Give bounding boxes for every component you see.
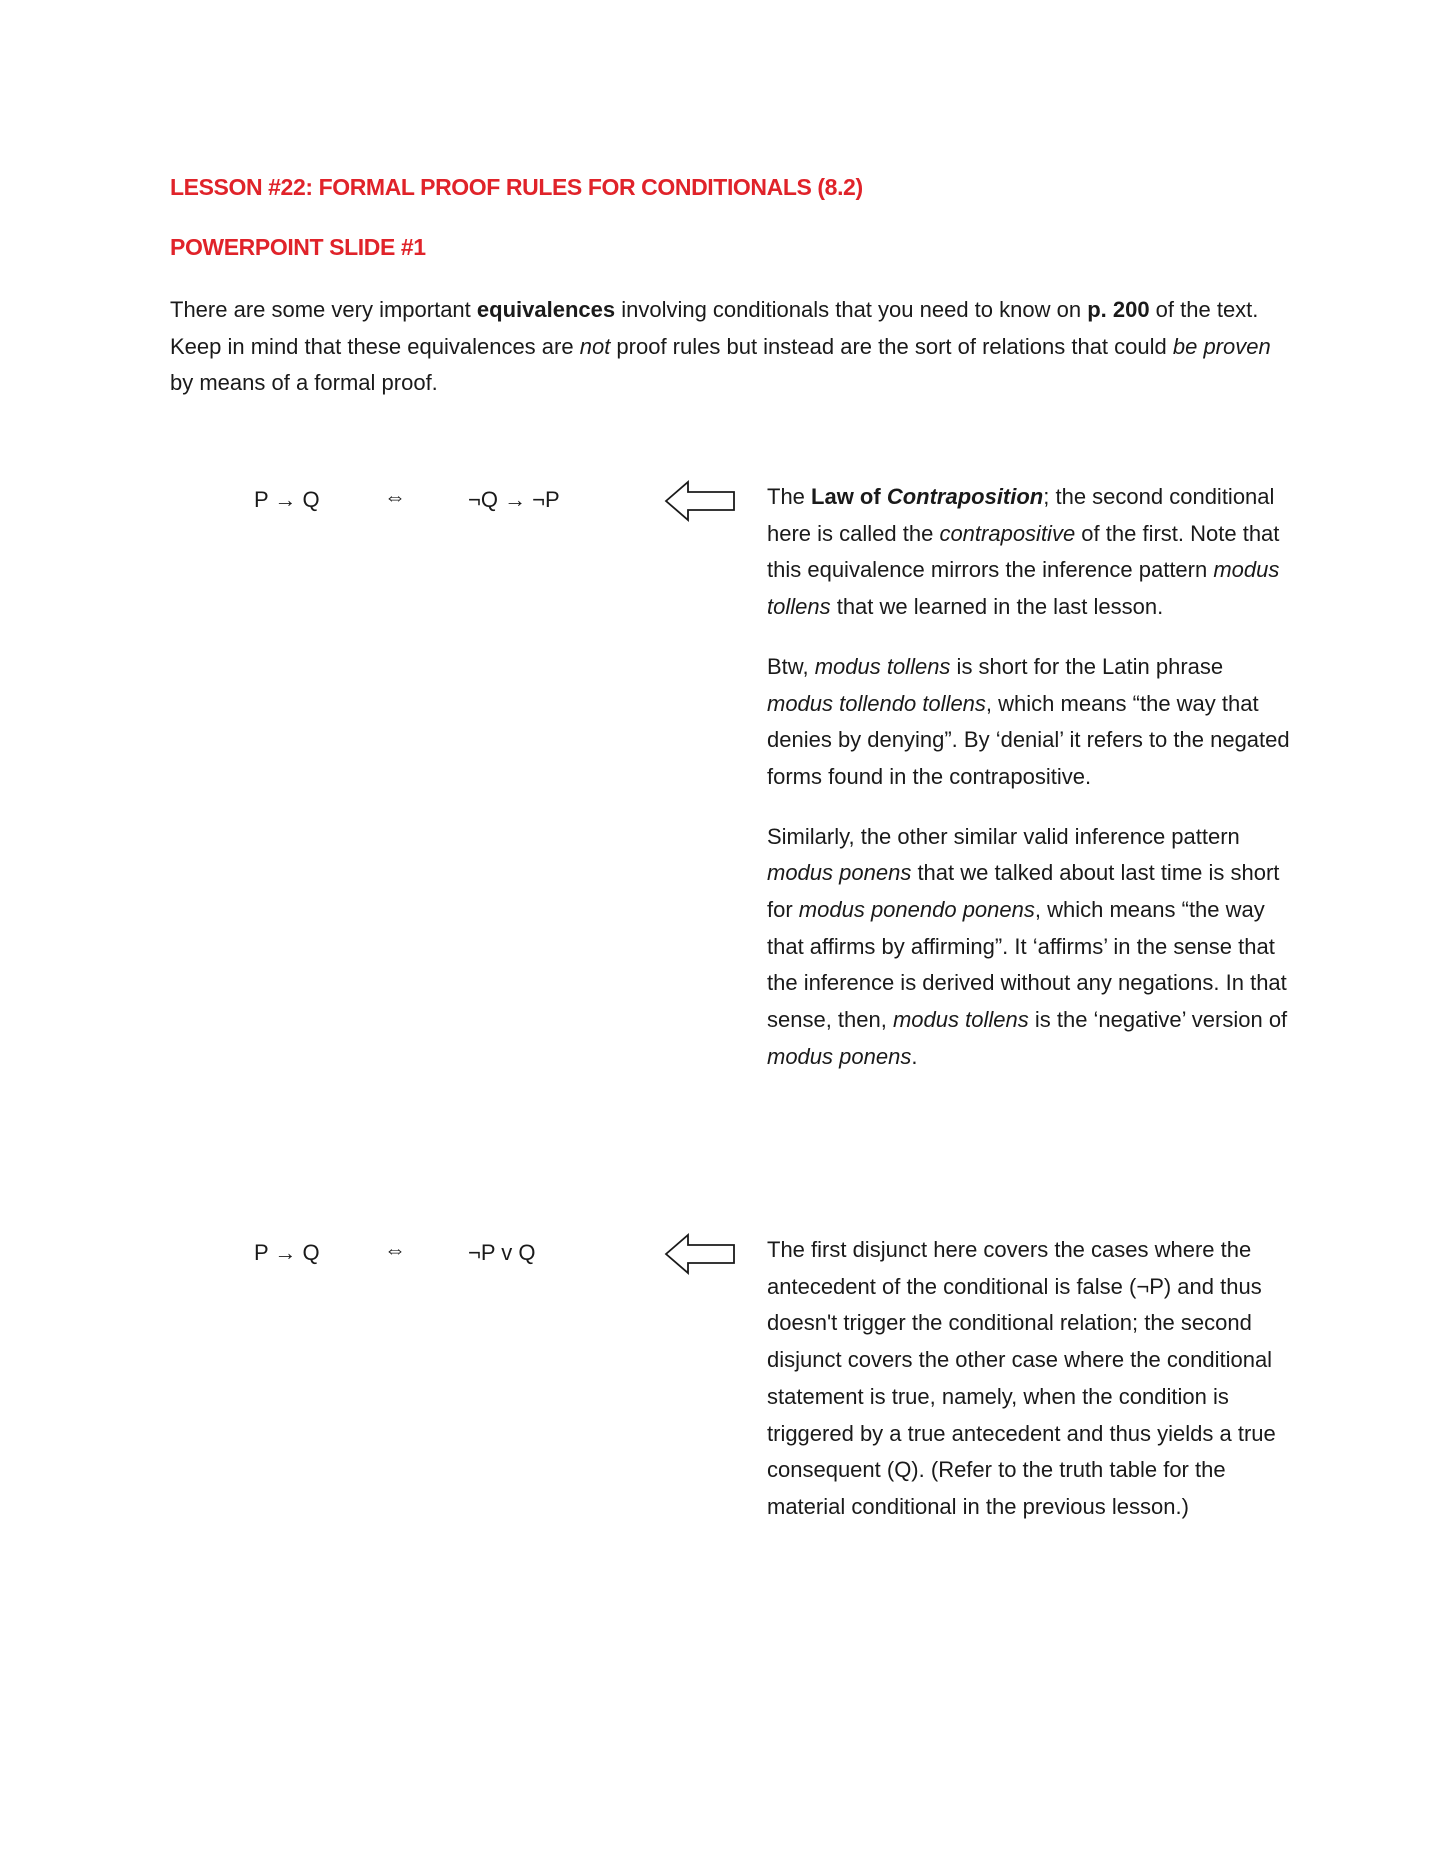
equivalence-symbol: ⇔ (384, 484, 406, 509)
intro-italic-be-proven: be proven (1172, 333, 1271, 359)
formula-right: ¬Q → ¬P (468, 487, 560, 512)
intro-text: involving conditionals that you need to know on (615, 297, 1088, 322)
explanation-contraposition (767, 479, 1292, 1099)
italic-term: contrapositive (939, 520, 1076, 546)
contraposition-term (887, 484, 1043, 509)
text: , which means “the way that denies by denying”. By ‘denial’ it refers to the negated forms found in the contrapositive. (767, 690, 1290, 789)
intro-text: There are some very important (170, 297, 477, 322)
formula-left: P → Q (254, 1240, 320, 1265)
italic-term: modus tollens (814, 653, 951, 679)
intro-bold-equivalences: equivalences (476, 297, 616, 322)
left-hollow-arrow-icon (664, 479, 736, 523)
text: of the first. Note that this equivalence mirrors the inference pattern (767, 520, 1280, 583)
intro-text: of the text. Keep in mind that these equivalences are (170, 297, 1259, 359)
equivalence-symbol: ⇔ (384, 1237, 406, 1262)
text: is short for the Latin phrase (950, 653, 1224, 679)
left-hollow-arrow-icon (664, 1232, 736, 1276)
italic-term: modus ponendo ponens (798, 897, 1035, 923)
italic-term: modus tollens (892, 1007, 1029, 1033)
explanation-paragraph (767, 479, 1292, 626)
text: is the ‘negative’ version of (1028, 1007, 1288, 1033)
explanation-paragraph (767, 819, 1292, 1076)
text: that we learned in the last lesson. (830, 594, 1164, 620)
italic-term: modus tollendo tollens (767, 690, 986, 716)
slide-title: POWERPOINT SLIDE #1 (170, 234, 426, 260)
intro-text: by means of a formal proof. (170, 370, 438, 395)
law-of-label: Law of (811, 484, 887, 509)
formula-right: ¬P v Q (468, 1240, 536, 1265)
intro-bold-page: p. 200 (1087, 297, 1150, 322)
lesson-title: LESSON #22: FORMAL PROOF RULES FOR CONDITIONALS (8.2) (170, 174, 863, 200)
text: . (911, 1043, 918, 1069)
italic-term: modus ponens (767, 860, 912, 886)
explanation-paragraph (767, 649, 1292, 796)
intro-text: proof rules but instead are the sort of relations that could (610, 333, 1173, 359)
intro-paragraph (170, 292, 1280, 402)
italic-term: modus ponens (767, 1043, 912, 1069)
explanation-disjunction (767, 1232, 1292, 1549)
contraposition-italic: Contraposition (886, 484, 1044, 509)
text: that we talked about last time is short for (767, 860, 1280, 923)
text: ; the second conditional here is called the (767, 484, 1275, 546)
formula-left: P → Q (254, 487, 320, 512)
text: , which means “the way that affirms by affirming”. It ‘affirms’ in the sense that the inference is derived without any negations. In that sense, then, (767, 897, 1287, 1033)
text: The (767, 484, 812, 509)
text: Btw, (767, 653, 815, 679)
text: Similarly, the other similar valid inference pattern (767, 823, 1240, 849)
explanation-paragraph: The first disjunct here covers the cases where the antecedent of the conditional is false (¬P) and thus doesn't trigger the conditional relation; the second disjunct covers the other case where the conditional statement is true, namely, when the condition is triggered by a true antecedent and thus yields a true consequent (Q). (Refer to the truth table for the material conditional in the previous lesson.) (767, 1237, 1276, 1519)
intro-italic-not: not (579, 333, 611, 359)
italic-term: modus tollens (767, 557, 1280, 620)
